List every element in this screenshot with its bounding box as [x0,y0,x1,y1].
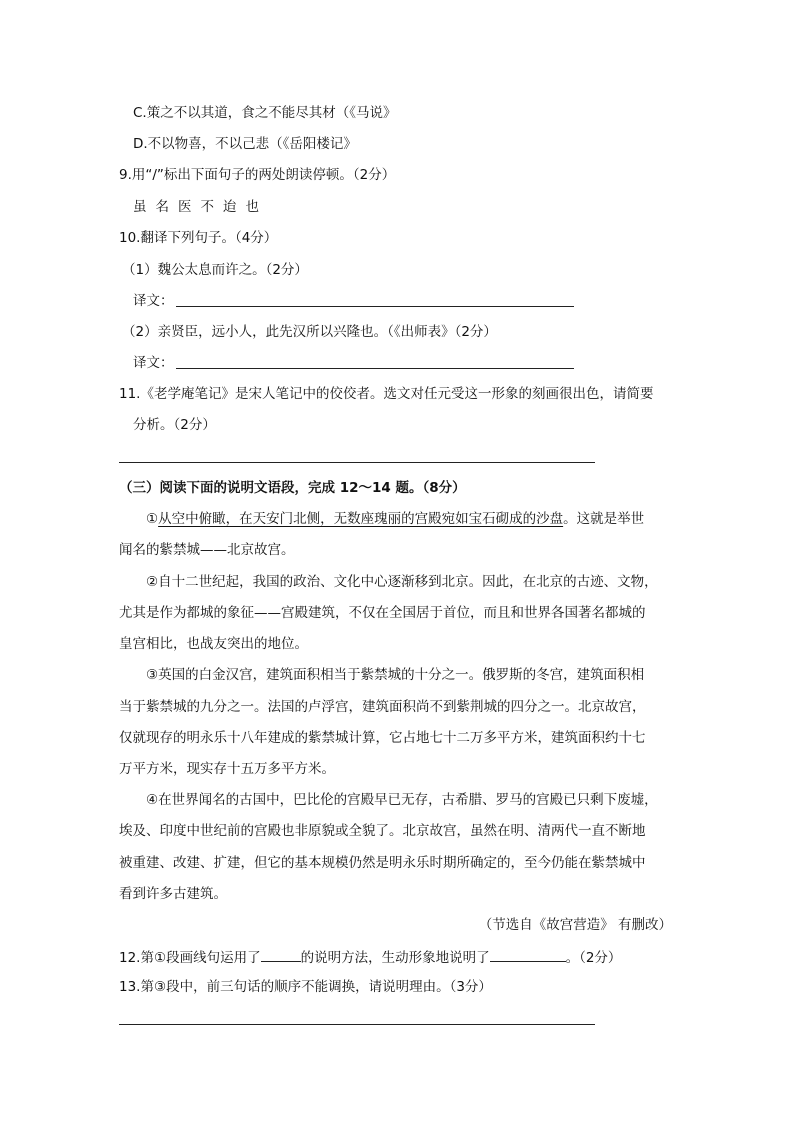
q8-option-c: C.策之不以其道，食之不能尽其材（《马说》 [133,105,397,121]
paragraph-4-line-4: 看到许多古建筑。 [119,886,227,902]
q9-sentence: 虽名医不迨也 [133,199,268,215]
q10-answer-label-1: 译文： [133,293,174,309]
paragraph-4-line-3: 被重建、改建、扩建，但它的基本规模仍然是明永乐时期所确定的，至今仍能在紫禁城中 [119,855,646,871]
q10-answer-line-2 [176,368,574,369]
q11-prompt-line-1: 11.《老学庵笔记》是宋人笔记中的佼佼者。选文对任元受这一形象的刻画很出色，请简要 [119,386,654,402]
q10-item-1: （1）魏公太息而许之。（2分） [122,262,308,278]
paragraph-2-line-2: 尤其是作为都城的象征——宫殿建筑，不仅在全国居于首位，而且和世界各国著名都城的 [119,605,646,621]
source-citation: （节选自《故宫营造》 有删改） [478,917,672,933]
paragraph-1-line-2: 闻名的紫禁城——北京故宫。 [119,542,295,558]
paragraph-3-line-2: 当于紫禁城的九分之一。法国的卢浮宫，建筑面积尚不到紫荆城的四分之一。北京故宫， [119,699,646,715]
paragraph-2-line-3: 皇宫相比，也战友突出的地位。 [119,636,308,652]
q10-item-2: （2）亲贤臣，远小人，此先汉所以兴隆也。（《出师表》（2分） [122,324,497,340]
paragraph-1-line-1 [146,510,644,528]
q12-blank-method[interactable] [261,947,301,962]
section3-heading: （三）阅读下面的说明文语段，完成 12～14 题。（8分） [119,480,466,496]
paragraph-1-rest: 。这就是举世 [563,511,645,527]
q12-prompt: 12.第①段画线句运用了 的说明方法，生动形象地说明了 。（2分） [119,947,621,967]
q8-option-d: D.不以物喜，不以己悲（《岳阳楼记》 [133,136,357,152]
paragraph-3-line-1: ③英国的白金汉宫，建筑面积相当于紫禁城的十分之一。俄罗斯的冬宫，建筑面积相 [146,667,645,683]
q13-prompt: 13.第③段中，前三句话的顺序不能调换，请说明理由。（3分） [119,979,492,995]
q12-blank-content[interactable] [490,947,566,962]
q11-answer-line [119,462,595,463]
paragraph-4-line-2: 埃及、印度中世纪前的宫殿也非原貌或全貌了。北京故宫，虽然在明、清两代一直不断地 [119,823,646,839]
q13-answer-line [119,1024,595,1025]
q10-prompt: 10.翻译下列句子。（4分） [119,230,278,246]
q10-answer-line-1 [176,306,574,307]
q11-prompt-line-2: 分析。（2分） [133,417,216,433]
paragraph-1-marker: ① [146,511,159,527]
paragraph-2-line-1: ②自十二世纪起，我国的政治、文化中心逐渐移到北京。因此，在北京的古迹、文物， [146,574,658,590]
paragraph-3-line-4: 万平方米，现实存十五万多平方米。 [119,761,335,777]
underlined-sentence: 从空中俯瞰，在天安门北侧，无数座瑰丽的宫殿宛如宝石砌成的沙盘 [158,511,564,527]
paragraph-3-line-3: 仅就现存的明永乐十八年建成的紫禁城计算，它占地七十二万多平方米，建筑面积约十七 [119,730,646,746]
q9-prompt: 9.用“/”标出下面句子的两处朗读停顿。（2分） [119,167,396,183]
q10-answer-label-2: 译文： [133,355,174,371]
paragraph-4-line-1: ④在世界闻名的古国中，巴比伦的宫殿早已无存，古希腊、罗马的宫殿已只剩下废墟， [146,792,658,808]
